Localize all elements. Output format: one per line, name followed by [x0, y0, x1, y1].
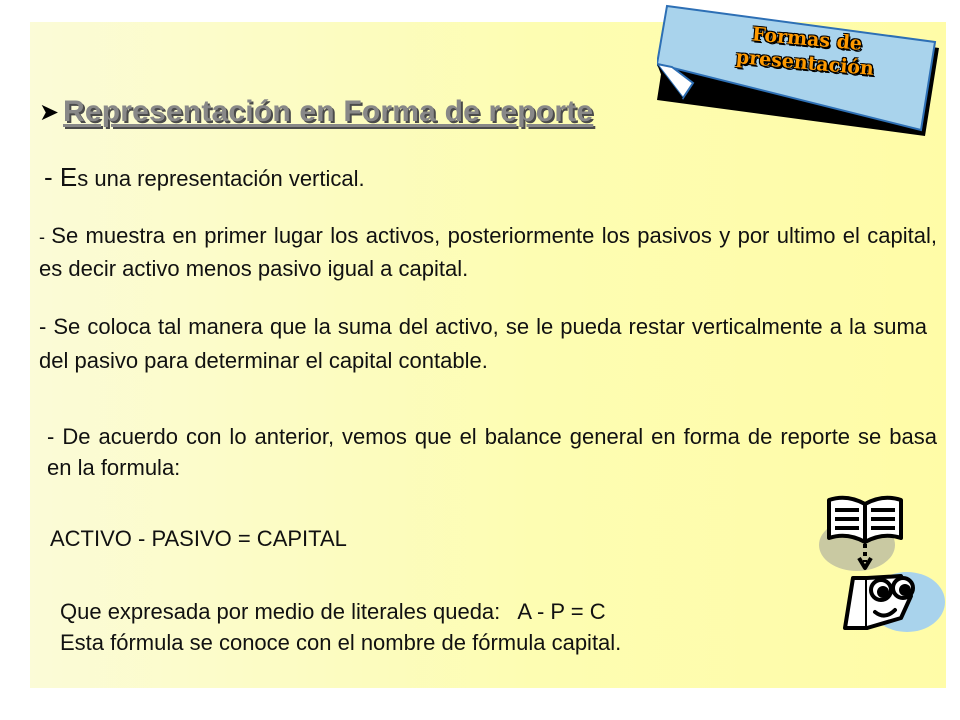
section-heading: [39, 92, 593, 132]
literal-equation: A - P = C: [517, 599, 606, 624]
paragraph-order: - Se muestra en primer lugar los activos, posteriormente los pasivos y por ultimo el capital, es decir activo menos pasivo igual a capital.: [39, 223, 938, 281]
paragraph-vertical: - Es una representación vertical.: [44, 162, 365, 192]
literal-formula-block: [60, 596, 621, 658]
tag-line-2: presentación: [735, 46, 875, 80]
tag-line-1: Formas de: [751, 23, 863, 55]
formula-text: ACTIVO - PASIVO = CAPITAL: [50, 526, 347, 551]
arrow-bullet-icon: ➤: [39, 98, 60, 126]
paragraph-placement: - Se coloca tal manera que la suma del activo, se le pueda restar verticalmente a la suma del pasivo para determinar el capital contable.: [39, 314, 927, 373]
formula-name-line: Esta fórmula se conoce con el nombre de fórmula capital.: [60, 630, 622, 655]
heading-text: Representación en Forma de reporte: [63, 95, 594, 128]
literal-line: Que expresada por medio de literales queda: A - P = C: [60, 599, 606, 624]
reader-illustration: [815, 488, 945, 636]
paragraph-formula-intro: - De acuerdo con lo anterior, vemos que el balance general en forma de reporte se basa en la formula:: [47, 424, 937, 480]
